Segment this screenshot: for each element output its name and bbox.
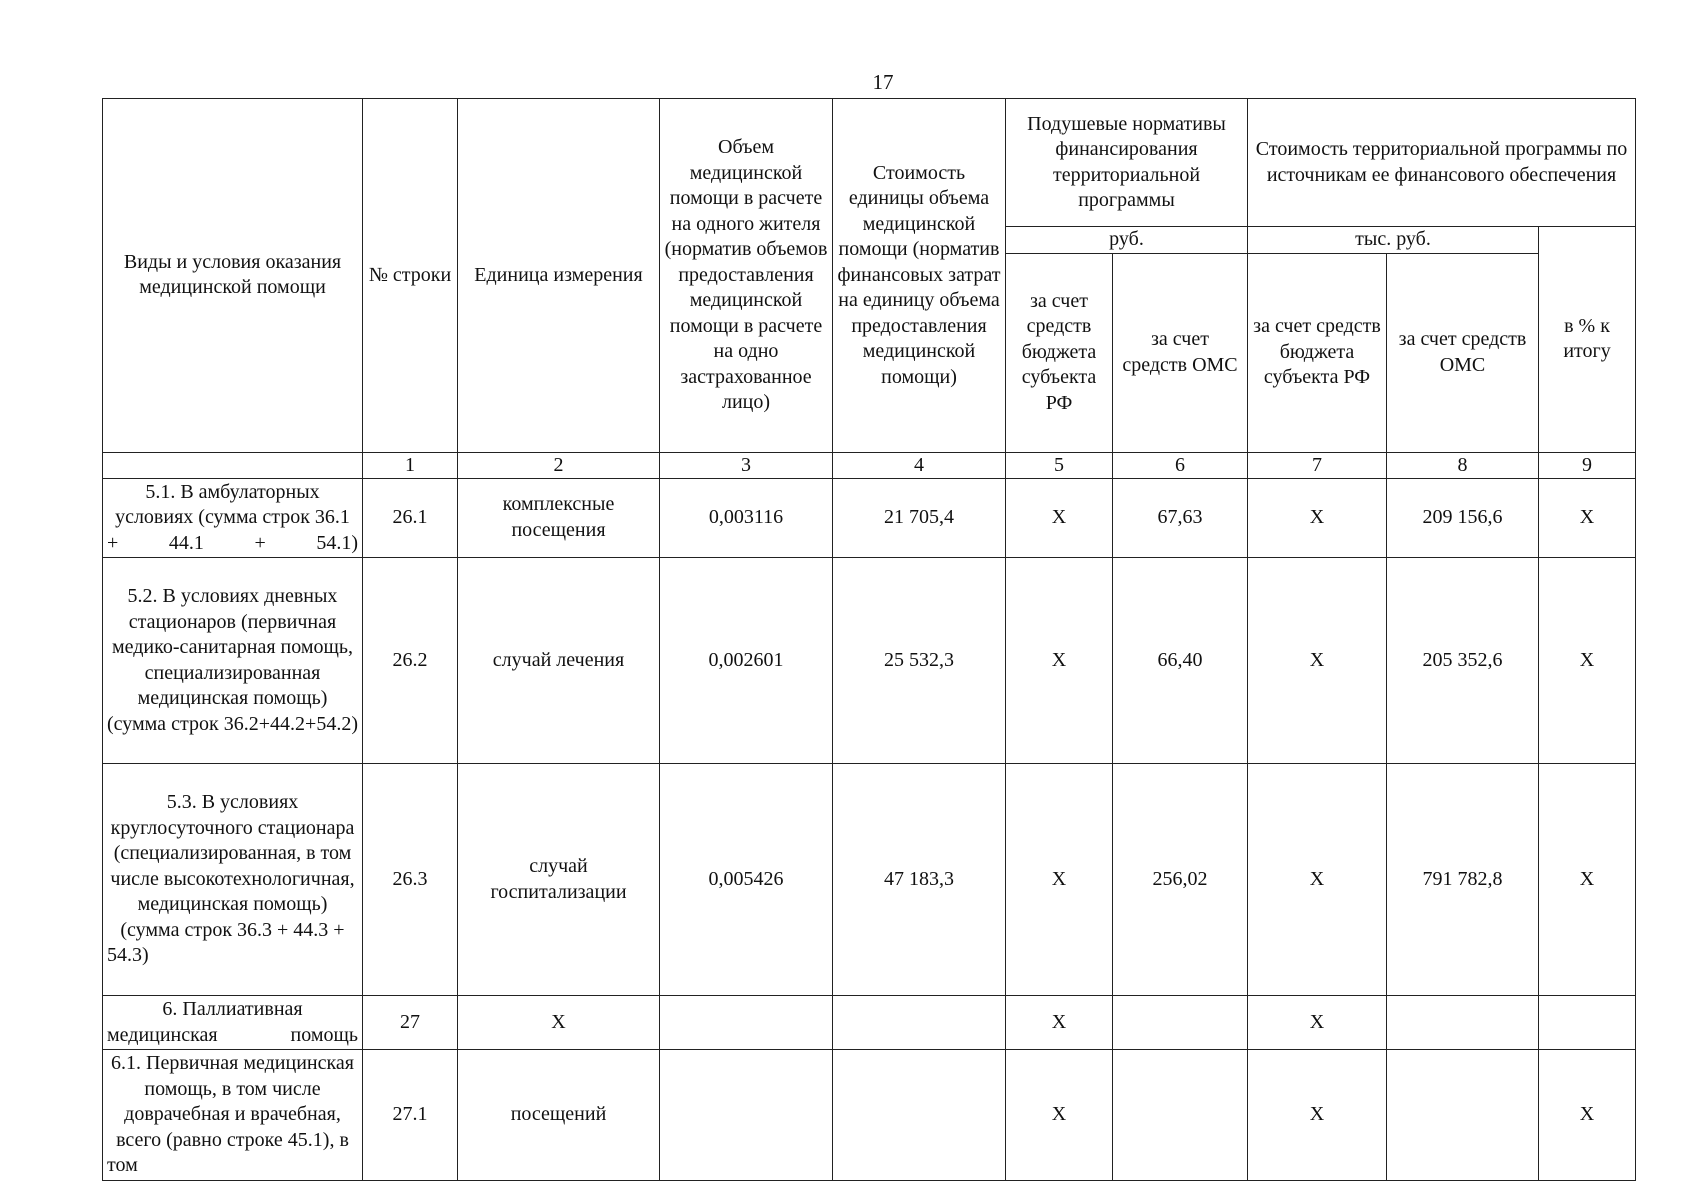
row-budget-rf: X: [1006, 764, 1113, 996]
medical-care-cost-table: [102, 98, 1636, 1181]
header-budget-rf-thousand: за счет средств бюджета субъекта РФ: [1248, 253, 1387, 452]
column-number: 4: [833, 452, 1006, 478]
row-volume: 0,003116: [660, 478, 833, 558]
row-oms-thousand: [1387, 1050, 1539, 1181]
row-percent: [1539, 996, 1636, 1050]
row-percent: X: [1539, 1050, 1636, 1181]
column-number: 6: [1113, 452, 1248, 478]
row-cost: 21 705,4: [833, 478, 1006, 558]
row-name: 6.1. Первичная медицинская помощь, в том числе доврачебная и врачебная, всего (равно строке 45.1), в том: [103, 1050, 363, 1181]
row-budget-rf: X: [1006, 996, 1113, 1050]
column-number: 9: [1539, 452, 1636, 478]
row-volume: [660, 996, 833, 1050]
row-oms: [1113, 1050, 1248, 1181]
row-budget-rf-thousand: X: [1248, 996, 1387, 1050]
page-number: 17: [872, 70, 894, 94]
row-cost: 25 532,3: [833, 558, 1006, 764]
row-budget-rf-thousand: X: [1248, 558, 1387, 764]
row-budget-rf: X: [1006, 478, 1113, 558]
row-name: 5.1. В амбулаторных условиях (сумма строк 36.1 + 44.1 + 54.1): [103, 478, 363, 558]
row-oms-thousand: 205 352,6: [1387, 558, 1539, 764]
header-kinds: Виды и условия оказания медицинской помощи: [103, 99, 363, 453]
table-row: [103, 764, 1636, 996]
header-oms-thousand: за счет средств ОМС: [1387, 253, 1539, 452]
column-number: 8: [1387, 452, 1539, 478]
row-number: 26.1: [363, 478, 458, 558]
column-number: 5: [1006, 452, 1113, 478]
row-cost: [833, 996, 1006, 1050]
row-unit: случай госпитализации: [458, 764, 660, 996]
row-name: 5.2. В условиях дневных стационаров (первичная медико-санитарная помощь, специализированная медицинская помощь) (сумма строк 36.2+44.2+54.2): [103, 558, 363, 764]
header-oms: за счет средств ОМС: [1113, 253, 1248, 452]
row-number: 27.1: [363, 1050, 458, 1181]
row-number: 27: [363, 996, 458, 1050]
row-volume: 0,005426: [660, 764, 833, 996]
row-oms: 67,63: [1113, 478, 1248, 558]
row-number: 26.2: [363, 558, 458, 764]
header-unit-cost: Стоимость единицы объема медицинской помощи (норматив финансовых затрат на единицу объема предоставления медицинской помощи): [833, 99, 1006, 453]
header-program-cost-group: Стоимость территориальной программы по источникам ее финансового обеспечения: [1248, 99, 1636, 227]
row-budget-rf-thousand: X: [1248, 1050, 1387, 1181]
row-budget-rf-thousand: X: [1248, 478, 1387, 558]
row-oms: 66,40: [1113, 558, 1248, 764]
header-percent-total: в % к итогу: [1539, 227, 1636, 453]
row-budget-rf: X: [1006, 1050, 1113, 1181]
column-number-blank: [103, 452, 363, 478]
row-oms: 256,02: [1113, 764, 1248, 996]
header-per-capita-group: Подушевые нормативы финансирования территориальной программы: [1006, 99, 1248, 227]
row-budget-rf: X: [1006, 558, 1113, 764]
row-unit: случай лечения: [458, 558, 660, 764]
table-row: [103, 558, 1636, 764]
row-unit: посещений: [458, 1050, 660, 1181]
row-unit: X: [458, 996, 660, 1050]
row-name: 6. Паллиативная медицинская помощь: [103, 996, 363, 1050]
column-number: 1: [363, 452, 458, 478]
header-budget-rf: за счет средств бюджета субъекта РФ: [1006, 253, 1113, 452]
row-volume: [660, 1050, 833, 1181]
row-name: 5.3. В условиях круглосуточного стационара (специализированная, в том числе высокотехнологичная, медицинская помощь) (сумма строк 36.3 + 44.3 + 54.3): [103, 764, 363, 996]
header-volume: Объем медицинской помощи в расчете на одного жителя (норматив объемов предоставления медицинской помощи в расчете на одно застрахованное лицо): [660, 99, 833, 453]
row-oms-thousand: [1387, 996, 1539, 1050]
row-cost: [833, 1050, 1006, 1181]
table-row: [103, 478, 1636, 558]
row-unit: комплексные посещения: [458, 478, 660, 558]
row-number: 26.3: [363, 764, 458, 996]
row-cost: 47 183,3: [833, 764, 1006, 996]
row-oms: [1113, 996, 1248, 1050]
table-row: [103, 996, 1636, 1050]
row-percent: X: [1539, 478, 1636, 558]
header-row-number: № строки: [363, 99, 458, 453]
row-percent: X: [1539, 764, 1636, 996]
row-volume: 0,002601: [660, 558, 833, 764]
header-unit-rub: руб.: [1006, 227, 1248, 254]
column-number: 2: [458, 452, 660, 478]
table-row: [103, 1050, 1636, 1181]
header-unit-thousand-rub: тыс. руб.: [1248, 227, 1539, 254]
row-budget-rf-thousand: X: [1248, 764, 1387, 996]
row-percent: X: [1539, 558, 1636, 764]
column-number: 7: [1248, 452, 1387, 478]
row-oms-thousand: 791 782,8: [1387, 764, 1539, 996]
column-number: 3: [660, 452, 833, 478]
row-oms-thousand: 209 156,6: [1387, 478, 1539, 558]
header-unit: Единица измерения: [458, 99, 660, 453]
